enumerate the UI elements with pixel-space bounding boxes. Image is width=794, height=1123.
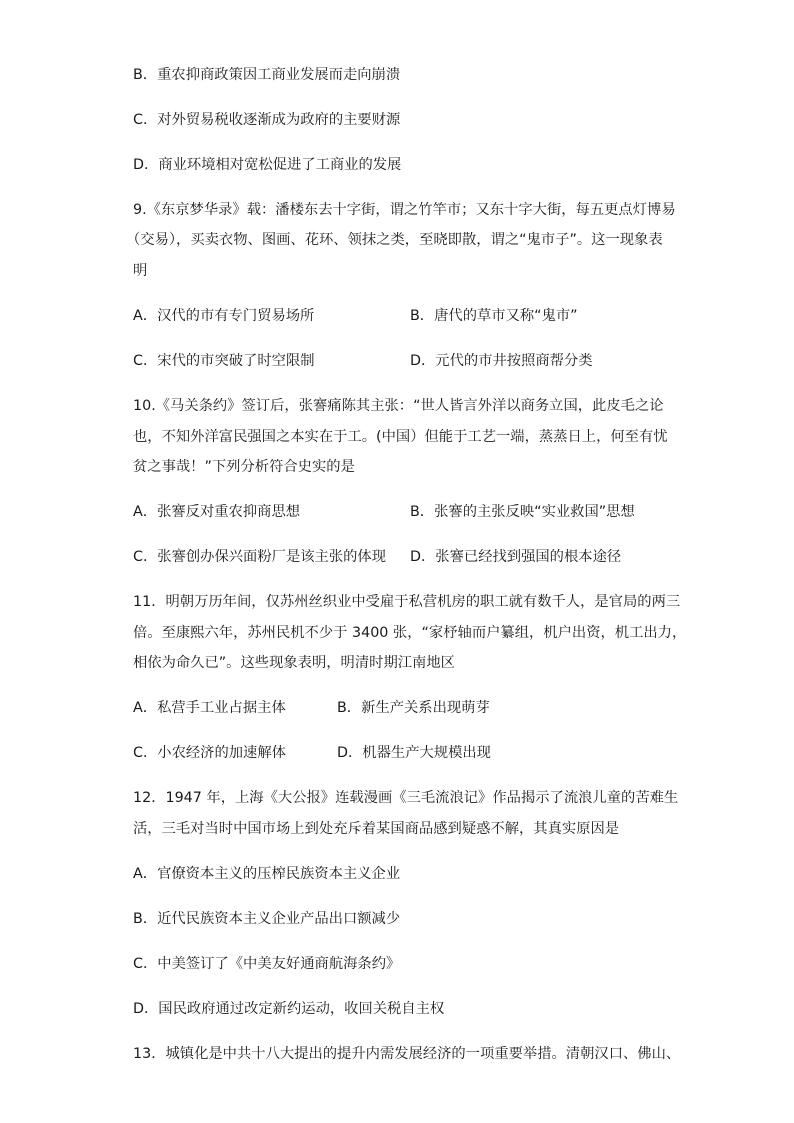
q13-stem-line-1: 13．城镇化是中共十八大提出的提升内需发展经济的一项重要举措。清朝汉口、佛山、 — [133, 1046, 681, 1062]
q11-stem-line-1: 11．明朝万历年间，仅苏州丝织业中受雇于私营机房的职工就有数千人，是官局的两三 — [133, 594, 681, 610]
q9-option-a: A．汉代的市有专门贸易场所 — [133, 308, 315, 324]
q11-option-b: B．新生产关系出现萌芽 — [337, 700, 490, 716]
q10-option-d: D．张謇已经找到强国的根本途径 — [410, 549, 622, 565]
q12-option-d: D．国民政府通过改定新约运动，收回关税自主权 — [133, 1001, 445, 1017]
q9-option-c: C．宋代的市突破了时空限制 — [133, 353, 315, 369]
q9-option-b: B．唐代的草市又称“鬼市” — [410, 308, 578, 324]
q9-stem-line-3: 明 — [133, 263, 148, 279]
q10-stem-line-3: 贫之事哉！”下列分析符合史实的是 — [133, 459, 355, 475]
q8-option-b: B．重农抑商政策因工商业发展而走向崩溃 — [133, 67, 401, 83]
q10-stem-line-1: 10.《马关条约》签订后，张謇痛陈其主张：“世人皆言外洋以商务立国，此皮毛之论 — [133, 398, 664, 414]
q12-stem-line-1: 12．1947 年，上海《大公报》连载漫画《三毛流浪记》作品揭示了流浪儿童的苦难生 — [133, 790, 679, 806]
q11-option-d: D．机器生产大规模出现 — [337, 745, 491, 761]
q9-stem-line-1: 9.《东京梦华录》载：潘楼东去十字街，谓之竹竿市；又东十字大街，每五更点灯博易 — [133, 202, 676, 218]
q9-stem-line-2: （交易），买卖衣物、图画、花环、领抹之类，至晓即散，谓之“鬼市子”。这一现象表 — [126, 232, 663, 248]
q11-option-a: A．私营手工业占据主体 — [133, 700, 286, 716]
q11-stem-line-3: 相依为命久已”。这些现象表明，明清时期江南地区 — [133, 655, 455, 671]
q12-option-a: A．官僚资本主义的压榨民族资本主义企业 — [133, 866, 401, 882]
q12-option-c: C．中美签订了《中美友好通商航海条约》 — [133, 956, 401, 972]
q12-option-b: B．近代民族资本主义企业产品出口额减少 — [133, 911, 401, 927]
q10-option-b: B．张謇的主张反映“实业救国”思想 — [410, 504, 635, 520]
q10-option-c: C．张謇创办保兴面粉厂是该主张的体现 — [133, 549, 387, 565]
q8-option-d: D．商业环境相对宽松促进了工商业的发展 — [133, 157, 402, 173]
q8-option-c: C．对外贸易税收逐渐成为政府的主要财源 — [133, 112, 401, 128]
q10-option-a: A．张謇反对重农抑商思想 — [133, 504, 301, 520]
q10-stem-line-2: 也，不知外洋富民强国之本实在于工。(中国）但能于工艺一端，蒸蒸日上，何至有忧 — [133, 429, 668, 445]
q11-stem-line-2: 倍。至康熙六年，苏州民机不少于 3400 张，“家杼轴而户纂组，机户出资，机工出力， — [133, 625, 687, 641]
q12-stem-line-2: 活，三毛对当时中国市场上到处充斥着某国商品感到疑惑不解，其真实原因是 — [133, 821, 620, 837]
q9-option-d: D．元代的市井按照商帮分类 — [410, 353, 593, 369]
q11-option-c: C．小农经济的加速解体 — [133, 745, 286, 761]
